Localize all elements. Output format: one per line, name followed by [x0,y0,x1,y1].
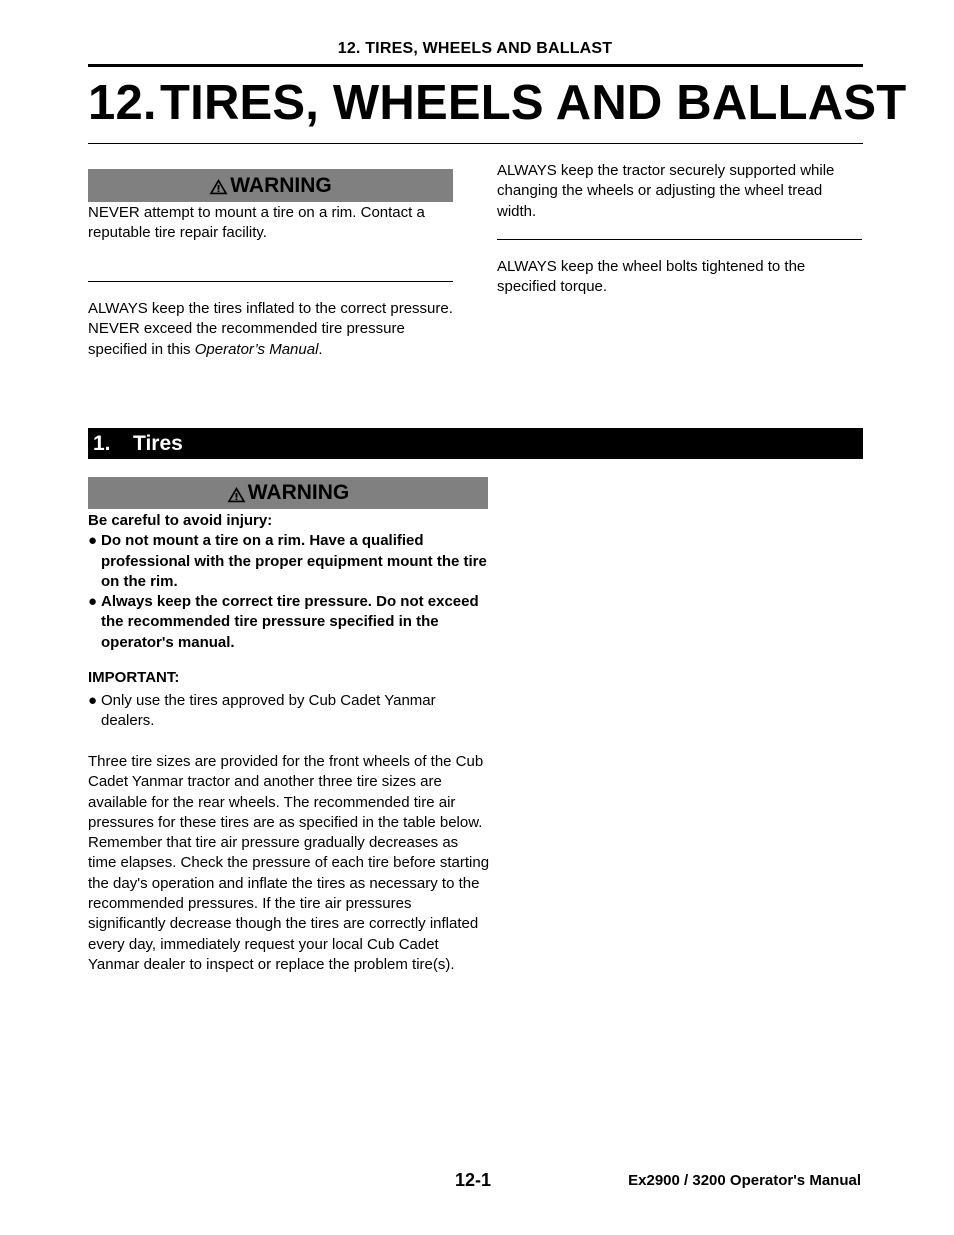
inflate-text: ALWAYS keep the tires inflated to the correct pressure. NEVER exceed the recommended tire pressure specified in this [88,300,453,358]
header-rule [88,64,863,67]
bullet-dot: ● [88,692,98,709]
tires-body-paragraph: Three tire sizes are provided for the front wheels of the Cub Cadet Yanmar tractor and another three tire sizes are available for the rear wheels. The recommended tire air pressures for these tires are as specified in the table below. Remember that tire air pressure gradually decreases as time elapses. Check the pressure of each tire before starting the day's operation and inflate the tires as necessary to the recommended pressures. If the tire air pressures significantly decrease though the tires are correctly inflated every day, immediately request your local Cub Cadet Yanmar dealer to inspect or replace the problem tire(s). [88,753,490,973]
running-head: 12. TIRES, WHEELS AND BALLAST [337,40,613,57]
support-paragraph: ALWAYS keep the tractor securely supported while changing the wheels or adjusting the wheel tread width. [497,162,835,220]
manual-title: Ex2900 / 3200 Operator's Manual [628,1172,861,1189]
chapter-title-text: TIRES, WHEELS AND BALLAST [160,76,907,130]
important-bullet-text: Only use the tires approved by Cub Cadet Yanmar dealers. [101,692,436,730]
section-title: Tires [133,431,183,455]
warning-triangle-icon [209,178,228,195]
tires-warning-body [88,511,488,653]
warning-bullet-text: Do not mount a tire on a rim. Have a qualified professional with the proper equipment mount the tire on the rim. [101,532,487,590]
inflate-text-end: . [318,340,323,358]
intro-warning-banner [88,169,453,202]
bullet-dot: ● [88,532,98,550]
inflate-paragraph [88,299,453,360]
section-heading-tires [88,428,863,459]
chapter-number: 12. [88,76,157,130]
warning-bullet [88,592,488,653]
section-number: 1. [93,431,111,455]
warning-bullet-text: Always keep the correct tire pressure. Do not exceed the recommended tire pressure specified in the operator's manual. [101,593,479,651]
intro-warning-text: NEVER attempt to mount a tire on a rim. Contact a reputable tire repair facility. [88,204,425,242]
tires-warning-label: WARNING [247,481,350,504]
warning-intro: Be careful to avoid injury: [88,512,273,529]
intro-warning-label: WARNING [230,173,332,197]
important-bullet [88,691,488,732]
important-list [88,691,488,732]
bullet-dot: ● [88,593,98,611]
title-rule [88,143,863,144]
bolts-paragraph: ALWAYS keep the wheel bolts tightened to the specified torque. [497,258,806,296]
intro-right-divider [497,239,862,240]
tires-warning-banner [88,477,488,509]
warning-bullet [88,531,488,592]
page-number: 12-1 [455,1170,492,1190]
manual-reference: Operator’s Manual [194,340,319,358]
warning-triangle-icon [227,486,246,503]
intro-left-divider [88,281,453,282]
important-label: IMPORTANT: [88,669,180,686]
chapter-title [88,72,906,134]
